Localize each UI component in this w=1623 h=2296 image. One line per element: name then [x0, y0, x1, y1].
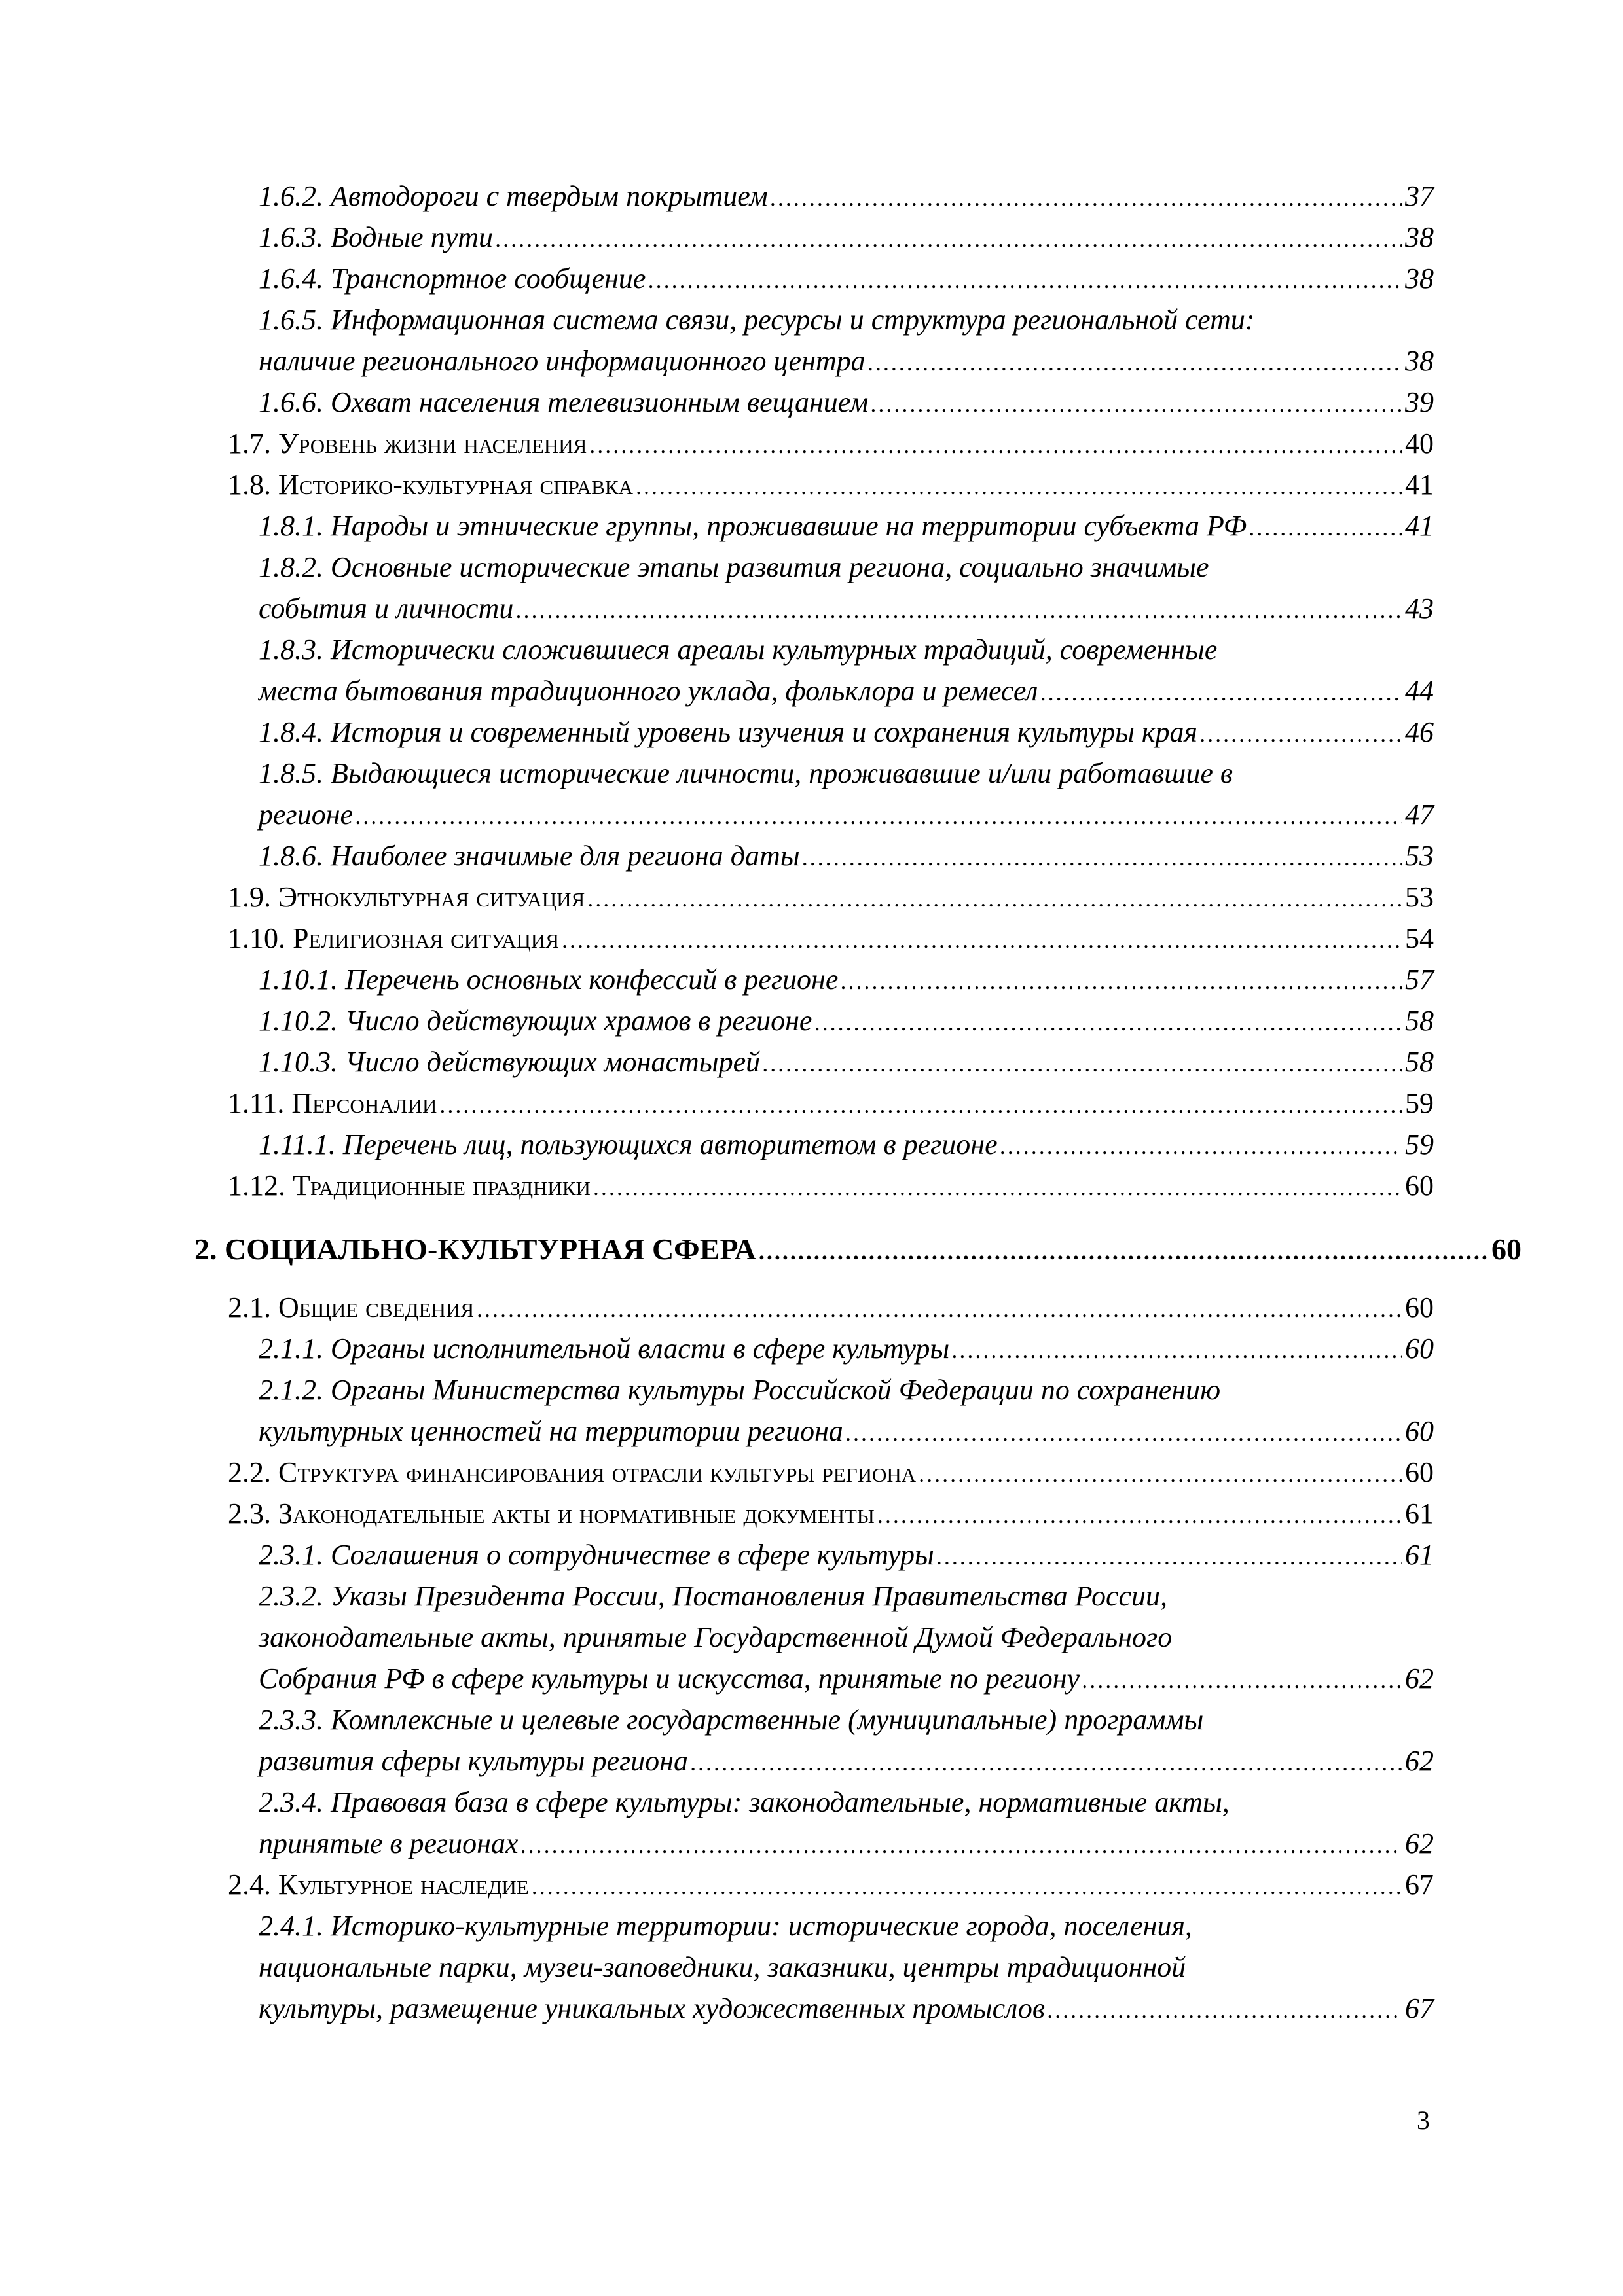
toc-entry-2-2[interactable]: [228, 1452, 1434, 1493]
toc-entry-2-1-2[interactable]: [259, 1410, 1434, 1452]
toc-entry-page: 57: [1405, 963, 1434, 996]
toc-entry-2-3-2-line2: законодательные акты, принятые Государственной Думой Федерального: [259, 1621, 1173, 1653]
toc-entry-1-6-5-line1: 1.6.5. Информационная система связи, ресурсы и структура региональной сети:: [259, 304, 1255, 336]
toc-entry-title: Собрания РФ в сфере культуры и искусства, принятые по региону: [259, 1662, 1080, 1695]
toc-entry-1-10-2[interactable]: [259, 1000, 1434, 1041]
toc-entry-2-4-1[interactable]: [259, 1988, 1434, 2029]
dot-leader: [496, 217, 1402, 260]
dot-leader: [771, 175, 1402, 219]
toc-entry-1-10[interactable]: [228, 918, 1434, 959]
dot-leader: [814, 1000, 1402, 1043]
toc-entry-1-6-4[interactable]: [259, 258, 1434, 299]
toc-entry-page: 61: [1405, 1498, 1434, 1530]
toc-entry-title: 1.10. Религиозная ситуация: [228, 922, 559, 954]
toc-entry-2-4-1-line2: национальные парки, музеи-заповедники, заказники, центры традиционной: [259, 1951, 1186, 1983]
toc-entry-page: 41: [1405, 469, 1434, 501]
dot-leader: [763, 1041, 1402, 1085]
toc-entry-page: 46: [1405, 716, 1434, 748]
toc-entry-1-10-1[interactable]: [259, 959, 1434, 1000]
toc-entry-2-3[interactable]: [228, 1493, 1434, 1534]
dot-leader: [648, 258, 1402, 301]
toc-entry-title: культуры, размещение уникальных художественных промыслов: [259, 1992, 1045, 2024]
toc-entry-title: 1.6.3. Водные пути: [259, 221, 494, 253]
toc-entry-page: 43: [1405, 592, 1434, 624]
dot-leader: [589, 423, 1402, 466]
toc-entry-1-8-5[interactable]: [259, 794, 1434, 835]
toc-entry-title: 2.1. Общие сведения: [228, 1291, 474, 1323]
toc-entry-2-3-3[interactable]: [259, 1740, 1434, 1782]
toc-entry-title: развития сферы культуры региона: [259, 1745, 689, 1777]
toc-entry-title: события и личности: [259, 592, 514, 624]
toc-entry-page: 54: [1405, 922, 1434, 954]
toc-entry-page: 38: [1405, 262, 1434, 295]
toc-entry-1-7[interactable]: [228, 423, 1434, 464]
toc-entry-title: 2.2. Структура финансирования отрасли культуры региона: [228, 1456, 917, 1488]
toc-entry-page: 60: [1405, 1415, 1434, 1447]
toc-entry-1-8-6[interactable]: [259, 835, 1434, 876]
dot-leader: [562, 918, 1402, 961]
dot-leader: [587, 876, 1402, 920]
toc-entry-1-8-3[interactable]: [259, 670, 1434, 711]
toc-entry-1-12[interactable]: [228, 1165, 1434, 1206]
dot-leader: [1000, 1124, 1402, 1167]
toc-entry-title: культурных ценностей на территории региона: [259, 1415, 843, 1447]
toc-entry-page: 44: [1405, 675, 1434, 707]
toc-entry-page: 37: [1405, 180, 1434, 212]
toc-entry-1-8[interactable]: [228, 464, 1434, 505]
toc-entry-2-3-4-line1: 2.3.4. Правовая база в сфере культуры: законодательные, нормативные акты,: [259, 1786, 1230, 1818]
toc-entry-2-3-3-line1: 2.3.3. Комплексные и целевые государственные (муниципальные) программы: [259, 1704, 1204, 1736]
toc-entry-title: 1.8.4. История и современный уровень изучения и сохранения культуры края: [259, 716, 1197, 748]
toc-entry-title: 1.10.1. Перечень основных конфессий в регионе: [259, 963, 839, 996]
toc-entry-page: 38: [1405, 221, 1434, 253]
toc-entry-title: 1.9. Этнокультурная ситуация: [228, 881, 585, 913]
dot-leader: [593, 1165, 1402, 1208]
dot-leader: [868, 340, 1402, 384]
toc-entry-2-3-2-line1: 2.3.2. Указы Президента России, Постановления Правительства России,: [259, 1580, 1168, 1612]
toc-entry-title: 2.1.1. Органы исполнительной власти в сфере культуры: [259, 1333, 950, 1365]
toc-entry-1-6-3[interactable]: [259, 217, 1434, 258]
toc-entry-page: 61: [1405, 1539, 1434, 1571]
toc-entry-title: 1.10.3. Число действующих монастырей: [259, 1046, 761, 1078]
toc-entry-page: 59: [1405, 1128, 1434, 1160]
toc-entry-page: 58: [1405, 1046, 1434, 1078]
dot-leader: [1048, 1988, 1402, 2031]
dot-leader: [516, 588, 1402, 631]
dot-leader: [871, 382, 1402, 425]
toc-entry-1-6-2[interactable]: [259, 175, 1434, 217]
dot-leader: [952, 1328, 1402, 1371]
toc-entry-1-8-2[interactable]: [259, 588, 1434, 629]
toc-entry-title: 1.12. Традиционные праздники: [228, 1170, 591, 1202]
toc-entry-page: 47: [1405, 798, 1434, 831]
toc-entry-page: 41: [1405, 510, 1434, 542]
dot-leader: [521, 1823, 1402, 1866]
toc-entry-1-8-3-line1: 1.8.3. Исторически сложившиеся ареалы культурных традиций, современные: [259, 634, 1218, 666]
toc-entry-page: 58: [1405, 1005, 1434, 1037]
dot-leader: [937, 1534, 1402, 1577]
toc-entry-2-4-1-line1: 2.4.1. Историко-культурные территории: исторические города, поселения,: [259, 1910, 1192, 1942]
toc-entry-1-9[interactable]: [228, 876, 1434, 918]
toc-entry-title: 2.3.1. Соглашения о сотрудничестве в сфере культуры: [259, 1539, 934, 1571]
page-number: 3: [1417, 2106, 1430, 2135]
dot-leader: [803, 835, 1402, 878]
dot-leader: [846, 1410, 1402, 1454]
toc-entry-1-11-1[interactable]: [259, 1124, 1434, 1165]
dot-leader: [636, 464, 1402, 507]
toc-entry-page: 62: [1405, 1745, 1434, 1777]
dot-leader: [532, 1864, 1402, 1907]
toc-entry-title: 1.6.4. Транспортное сообщение: [259, 262, 646, 295]
dot-leader: [1082, 1658, 1402, 1701]
toc-entry-1-10-3[interactable]: [259, 1041, 1434, 1083]
toc-entry-title: 2.3. Законодательные акты и нормативные документы: [228, 1498, 875, 1530]
toc-entry-1-6-6[interactable]: [259, 382, 1434, 423]
toc-entry-2-1-2-line1: 2.1.2. Органы Министерства культуры Российской Федерации по сохранению: [259, 1374, 1221, 1406]
dot-leader: [477, 1287, 1402, 1330]
toc-entry-2-3-4[interactable]: [259, 1823, 1434, 1864]
dot-leader: [356, 794, 1402, 837]
toc-entry-page: 53: [1405, 881, 1434, 913]
toc-chapter-title: 2. СОЦИАЛЬНО-КУЛЬТУРНАЯ СФЕРА: [194, 1232, 756, 1266]
toc-entry-2-3-2[interactable]: [259, 1658, 1434, 1699]
toc-entry-title: 1.11.1. Перечень лиц, пользующихся авторитетом в регионе: [259, 1128, 998, 1160]
toc-entry-1-8-4[interactable]: [259, 711, 1434, 753]
toc-entry-page: 62: [1405, 1827, 1434, 1859]
toc-entry-page: 60: [1405, 1291, 1434, 1323]
toc-entry-title: 1.8.1. Народы и этнические группы, проживавшие на территории субъекта РФ: [259, 510, 1247, 542]
toc-entry-title: 1.8.6. Наиболее значимые для региона даты: [259, 840, 800, 872]
toc-entry-title: 1.11. Персоналии: [228, 1087, 437, 1119]
toc-entry-title: 1.6.6. Охват населения телевизионным вещанием: [259, 386, 869, 418]
toc-entry-2-1-1[interactable]: [259, 1328, 1434, 1369]
dot-leader: [1200, 711, 1402, 755]
dot-leader: [691, 1740, 1402, 1784]
toc-entry-2-1[interactable]: [228, 1287, 1434, 1328]
toc-entry-page: 59: [1405, 1087, 1434, 1119]
toc-entry-title: 1.8. Историко-культурная справка: [228, 469, 633, 501]
toc-entry-page: 62: [1405, 1662, 1434, 1695]
toc-entry-page: 60: [1491, 1232, 1522, 1266]
dot-leader: [759, 1229, 1489, 1272]
table-of-contents: [0, 175, 1623, 2029]
toc-entry-page: 67: [1405, 1869, 1434, 1901]
dot-leader: [841, 959, 1402, 1002]
toc-entry-title: регионе: [259, 798, 354, 831]
toc-entry-page: 53: [1405, 840, 1434, 872]
toc-entry-title: 2.4. Культурное наследие: [228, 1869, 529, 1901]
toc-entry-page: 38: [1405, 345, 1434, 377]
toc-entry-title: наличие регионального информационного центра: [259, 345, 866, 377]
toc-entry-page: 40: [1405, 427, 1434, 459]
dot-leader: [439, 1083, 1402, 1126]
toc-entry-1-6-5[interactable]: [259, 340, 1434, 382]
toc-chapter-2[interactable]: [194, 1229, 1522, 1270]
toc-entry-title: принятые в регионах: [259, 1827, 519, 1859]
toc-entry-page: 60: [1405, 1170, 1434, 1202]
toc-entry-page: 60: [1405, 1456, 1434, 1488]
toc-entry-page: 60: [1405, 1333, 1434, 1365]
dot-leader: [877, 1493, 1402, 1536]
toc-entry-page: 39: [1405, 386, 1434, 418]
toc-entry-1-8-1[interactable]: [259, 505, 1434, 547]
toc-entry-title: 1.6.2. Автодороги с твердым покрытием: [259, 180, 768, 212]
toc-entry-1-11[interactable]: [228, 1083, 1434, 1124]
dot-leader: [1040, 670, 1402, 713]
toc-entry-1-8-5-line1: 1.8.5. Выдающиеся исторические личности, проживавшие и/или работавшие в: [259, 757, 1233, 789]
toc-entry-2-4[interactable]: [228, 1864, 1434, 1905]
toc-entry-title: 1.7. Уровень жизни населения: [228, 427, 587, 459]
toc-entry-2-3-1[interactable]: [259, 1534, 1434, 1575]
toc-entry-title: 1.10.2. Число действующих храмов в регионе: [259, 1005, 812, 1037]
dot-leader: [1249, 505, 1402, 548]
toc-entry-1-8-2-line1: 1.8.2. Основные исторические этапы развития региона, социально значимые: [259, 551, 1209, 583]
dot-leader: [919, 1452, 1402, 1495]
toc-entry-page: 67: [1405, 1992, 1434, 2024]
toc-entry-title: места бытования традиционного уклада, фольклора и ремесел: [259, 675, 1038, 707]
